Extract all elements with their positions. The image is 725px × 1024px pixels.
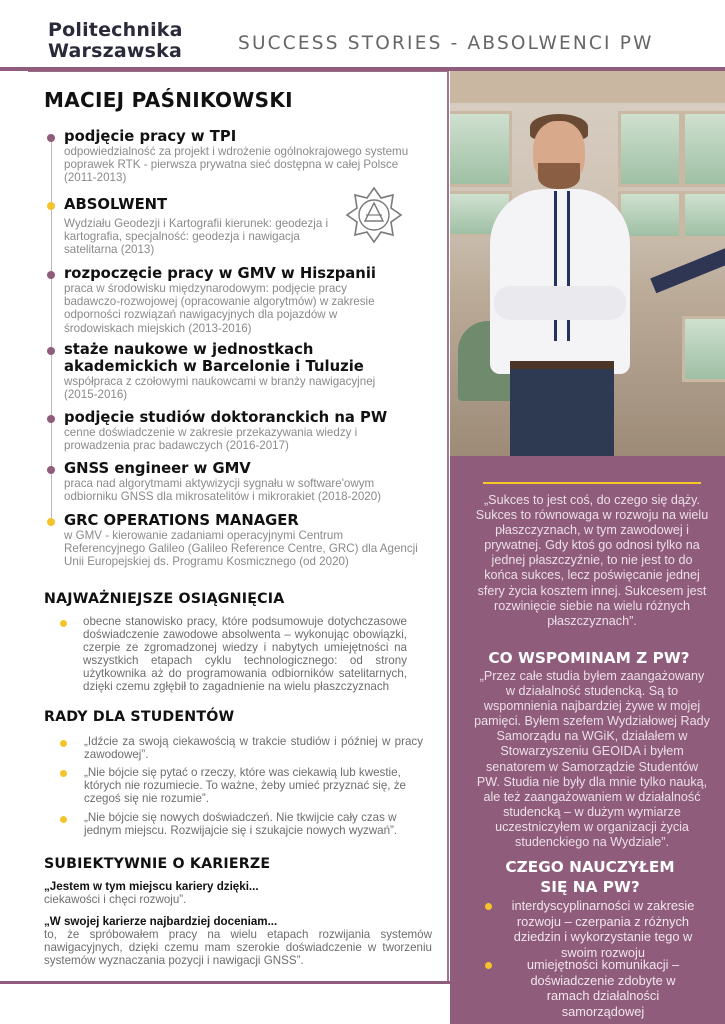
- timeline-desc: odpowiedzialność za projekt i wdrożenie ogólnokrajowego systemu poprawek RTK - pierwsza prywatna sieć dostępna w całej Polsce (2011-2013): [64, 145, 409, 185]
- bullet-dot: [60, 620, 67, 627]
- timeline-dot: [47, 415, 55, 423]
- bullet-dot: [60, 740, 67, 747]
- timeline-dot: [47, 518, 55, 526]
- footer-divider: [0, 981, 450, 984]
- timeline-entry: [44, 128, 424, 185]
- timeline-title: GNSS engineer w GMV: [64, 460, 251, 477]
- timeline-entry: [44, 409, 424, 452]
- career-question: „W swojej karierze najbardziej doceniam...: [44, 915, 278, 928]
- person-name: MACIEJ PAŚNIKOWSKI: [44, 88, 293, 112]
- learned-item: umiejętności komunikacji – doświadczenie zdobyte w ramach działalności samorządowej: [485, 957, 698, 1019]
- timeline-title: GRC OPERATIONS MANAGER: [64, 512, 299, 529]
- logo-line-2: Warszawska: [48, 40, 182, 62]
- university-logo: [48, 20, 183, 62]
- timeline-dot: [47, 134, 55, 142]
- timeline-dot: [47, 466, 55, 474]
- timeline-title: podjęcie studiów doktoranckich na PW: [64, 409, 388, 426]
- timeline-desc: współpraca z czołowymi naukowcami w branży nawigacyjnej (2015-2016): [64, 375, 376, 402]
- timeline-desc: cenne doświadczenie w zakresie przekazywania wiedzy i prowadzenia prac badawczych (2016-2017): [64, 426, 358, 453]
- timeline-entry: [44, 341, 404, 401]
- bullet-dot: [485, 903, 492, 910]
- bullet-dot: [485, 962, 492, 969]
- timeline-title: rozpoczęcie pracy w GMV w Hiszpanii: [64, 265, 376, 282]
- career-answer: to, że spróbowałem pracy na wielu etapach rozwijania systemów nawigacyjnych, dzięki czemu mam szerokie doświadczenie w tworzeniu systemów wyznaczania pozycji i nawigacji GNSS”.: [44, 928, 432, 968]
- success-quote: „Sukces to jest coś, do czego się dąży. Sukces to równowaga w rozwoju na wielu płaszczyznach, w tym zawodowej i prywatnej. Gdy ktoś go odnosi tylko na jednej płaszczyźnie, to nie jest to do końca sukces, lecz poświęcanie jednej sfery życia kosztem innej. Sukcesem jest rozwinięcie siebie na wielu różnych płaszczyznach”.: [475, 493, 709, 628]
- timeline-dot: [47, 202, 55, 210]
- career-answer: ciekawości i chęci rozwoju”.: [44, 893, 187, 906]
- left-column-rule: [28, 71, 448, 72]
- timeline-desc: praca nad algorytmami aktywizycji sygnału w software'owym odbiorniku GNSS dla mikrosatelitów i mikrorakiet (2018-2020): [64, 477, 382, 504]
- timeline-dot: [47, 271, 55, 279]
- portrait-photo: [450, 71, 725, 456]
- logo-line-1: Politechnika: [48, 19, 183, 41]
- timeline-title: staże naukowe w jednostkach akademickich w Barcelonie i Tuluzie: [64, 341, 364, 375]
- bullet-dot: [60, 816, 67, 823]
- timeline-title: ABSOLWENT: [64, 196, 168, 213]
- advice-heading: RADY DLA STUDENTÓW: [44, 709, 235, 725]
- sidebar-accent-line: [483, 482, 701, 484]
- memories-text: „Przez całe studia byłem zaangażowany w działalność studencką. Są to wspomnienia najbardziej żywe w mojej pamięci. Byłem szefem Wydziałowej Rady Samorządu na WGiK, działałem w Stowarzyszeniu GEOIDA i byłem senatorem w Samorządzie Studentów PW. Studia nie były dla mnie tylko nauką, ale też zaangażowaniem w działalność studencką – w dużym wymiarze uczestniczyłem w organizacji życia studenckiego na Wydziale”.: [474, 669, 710, 850]
- advice-item: „Nie bójcie się pytać o rzeczy, które was ciekawią lub kwestie, których nie rozumiecie. To ważne, żeby umieć przyznać się, że czegoś się nie rozumie”.: [84, 766, 406, 806]
- timeline-entry: [44, 265, 424, 335]
- career-question: „Jestem w tym miejscu kariery dzięki...: [44, 880, 259, 893]
- timeline-entry: [44, 512, 424, 569]
- learned-item: interdyscyplinarności w zakresie rozwoju – czerpania z różnych dziedzin i wykorzystanie tego w swoim rozwoju: [485, 898, 698, 960]
- achievements-heading: NAJWAŻNIEJSZE OSIĄGNIĘCIA: [44, 591, 285, 607]
- advice-item: „Nie bójcie się nowych doświadczeń. Nie tkwijcie cały czas w jednym miejscu. Rozwijajcie się i szukajcie nowych wyzwań”.: [84, 811, 398, 838]
- timeline-dot: [47, 347, 55, 355]
- timeline-entry: [44, 196, 349, 257]
- timeline-desc: praca w środowisku międzynarodowym: podjęcie pracy badawczo-rozwojowej (opracowanie algorytmów) w zakresie odporności rozwiązań nawigacyjnych dla pojazdów w środowiskach miejskich (2013-2016): [64, 282, 375, 335]
- bullet-dot: [60, 770, 67, 777]
- learned-heading: CZEGO NAUCZYŁEM SIĘ NA PW?: [505, 858, 675, 896]
- achievements-text: obecne stanowisko pracy, które podsumowuje dotychczasowe doświadczenie zawodowe absolwenta – wykonując obowiązki, czerpie ze zgromadzonej wiedzy i nabytych umiejętności na wszystkich etapach cyklu technologicznego: od strony użytkownika aż do programowania odbiorników satelitarnych, dzięki czemu zgłębił to zagadnienie na wielu płaszczyznach: [83, 615, 407, 694]
- timeline-entry: [44, 460, 424, 503]
- timeline-title: podjęcie pracy w TPI: [64, 128, 237, 145]
- page-header-title: SUCCESS STORIES - ABSOLWENCI PW: [238, 33, 654, 54]
- timeline-desc: Wydziału Geodezji i Kartografii kierunek: geodezja i kartografia, specjalność: geodezja i nawigacja satelitarna (2013): [64, 217, 329, 257]
- career-heading: SUBIEKTYWNIE O KARIERZE: [44, 856, 271, 872]
- advice-item: „Idźcie za swoją ciekawością w trakcie studiów i później w pracy zawodowej”.: [84, 735, 423, 762]
- faculty-emblem-icon: [345, 186, 403, 244]
- column-divider: [447, 71, 449, 984]
- timeline-desc: w GMV - kierowanie zadaniami operacyjnymi Centrum Referencyjnego Galileo (Galileo Reference Centre, GRC) dla Agencji Unii Europejskiej ds. Programu Kosmicznego (od 2020): [64, 529, 418, 569]
- memories-heading: CO WSPOMINAM Z PW?: [488, 649, 690, 667]
